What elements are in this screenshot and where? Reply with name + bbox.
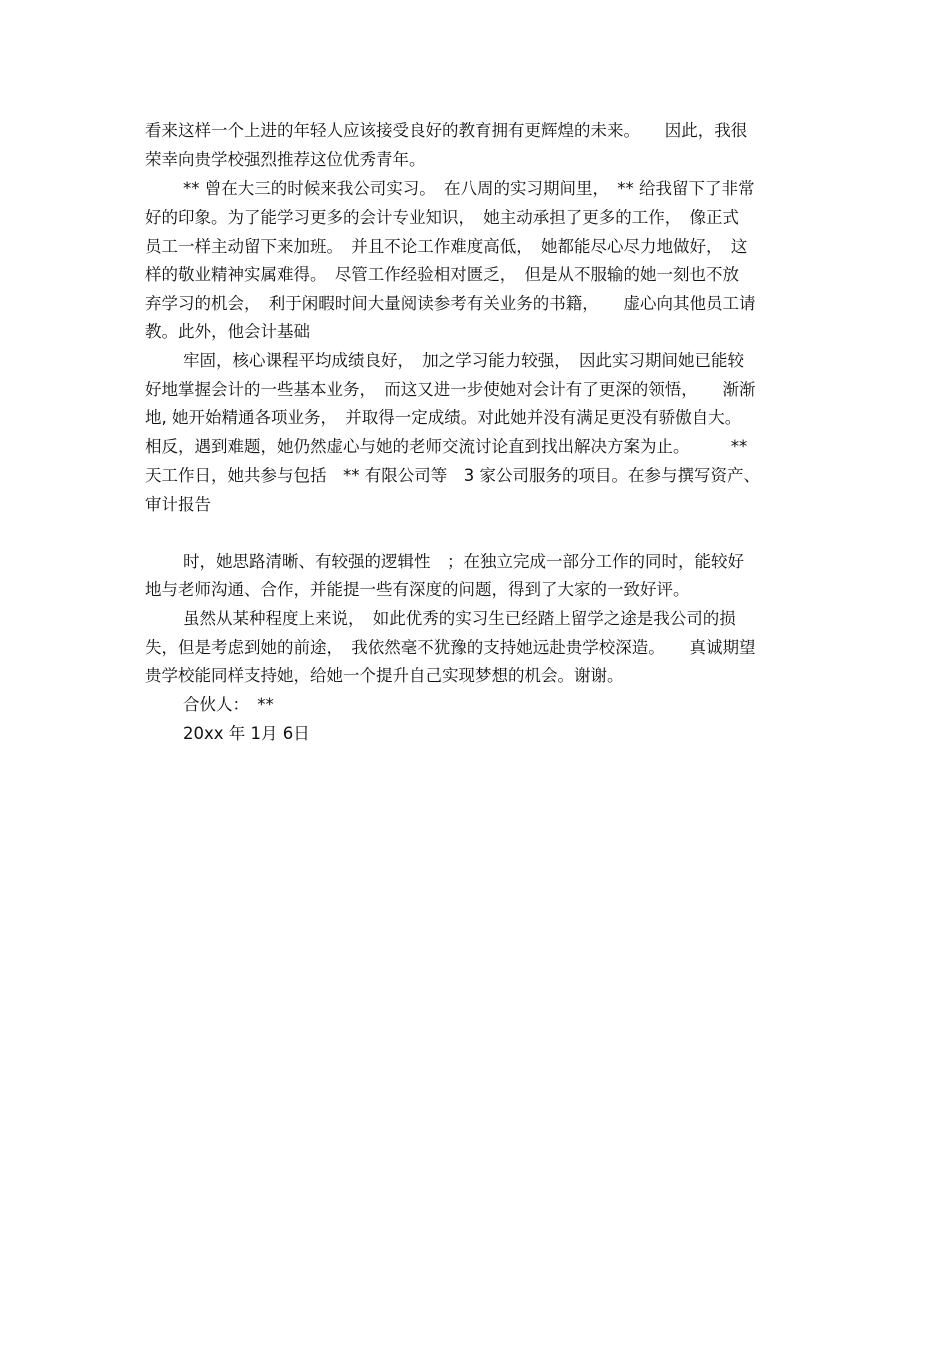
text-line: 教。此外，他会计基础 — [145, 322, 310, 341]
text-line: 失，但是考虑到她的前途， 我依然毫不犹豫的支持她远赴贵学校深造。 真诚期望 — [145, 638, 756, 657]
text-line: 样的敬业精神实属难得。 尽管工作经验相对匮乏， 但是从不服输的她一刻也不放 — [145, 265, 739, 284]
text-line: 看来这样一个上进的年轻人应该接受良好的教育拥有更辉煌的未来。 因此，我很 — [145, 121, 748, 140]
signature-line: 合伙人： ** — [183, 695, 274, 714]
text-line: 好地掌握会计的一些基本业务， 而这又进一步使她对会计有了更深的领悟， 渐渐 — [145, 380, 756, 399]
text-line: 好的印象。为了能学习更多的会计专业知识， 她主动承担了更多的工作， 像正式 — [145, 208, 739, 227]
paragraph-start-line: 时，她思路清晰、有较强的逻辑性 ；在独立完成一部分工作的同时，能较好 — [183, 552, 744, 571]
date-line: 20xx 年 1月 6日 — [183, 724, 310, 743]
text-line: 地与老师沟通、合作，并能提一些有深度的问题，得到了大家的一致好评。 — [145, 580, 690, 599]
text-line: 贵学校能同样支持她，给她一个提升自己实现梦想的机会。谢谢。 — [145, 666, 624, 685]
paragraph-start-line: 虽然从某种程度上来说， 如此优秀的实习生已经踏上留学之途是我公司的损 — [183, 609, 736, 628]
text-line: 审计报告 — [145, 495, 211, 514]
paragraph-start-line: 牢固，核心课程平均成绩良好， 加之学习能力较强， 因此实习期间她已能较 — [183, 351, 744, 370]
text-line: 天工作日，她共参与包括 ** 有限公司等 3 家公司服务的项目。在参与撰写资产、 — [145, 466, 760, 485]
text-line: 荣幸向贵学校强烈推荐这位优秀青年。 — [145, 150, 426, 169]
text-line: 地, 她开始精通各项业务， 并取得一定成绩。对此她并没有满足更没有骄傲自大。 — [145, 408, 742, 427]
paragraph-start-line: ** 曾在大三的时候来我公司实习。 在八周的实习期间里， ** 给我留下了非常 — [183, 179, 755, 198]
text-line: 员工一样主动留下来加班。 并且不论工作难度高低， 她都能尽心尽力地做好， 这 — [145, 237, 748, 256]
text-line: 弃学习的机会， 利于闲暇时间大量阅读参考有关业务的书籍， 虚心向其他员工请 — [145, 294, 756, 313]
text-line: 相反，遇到难题，她仍然虚心与她的老师交流讨论直到找出解决方案为止。 ** — [145, 437, 748, 456]
